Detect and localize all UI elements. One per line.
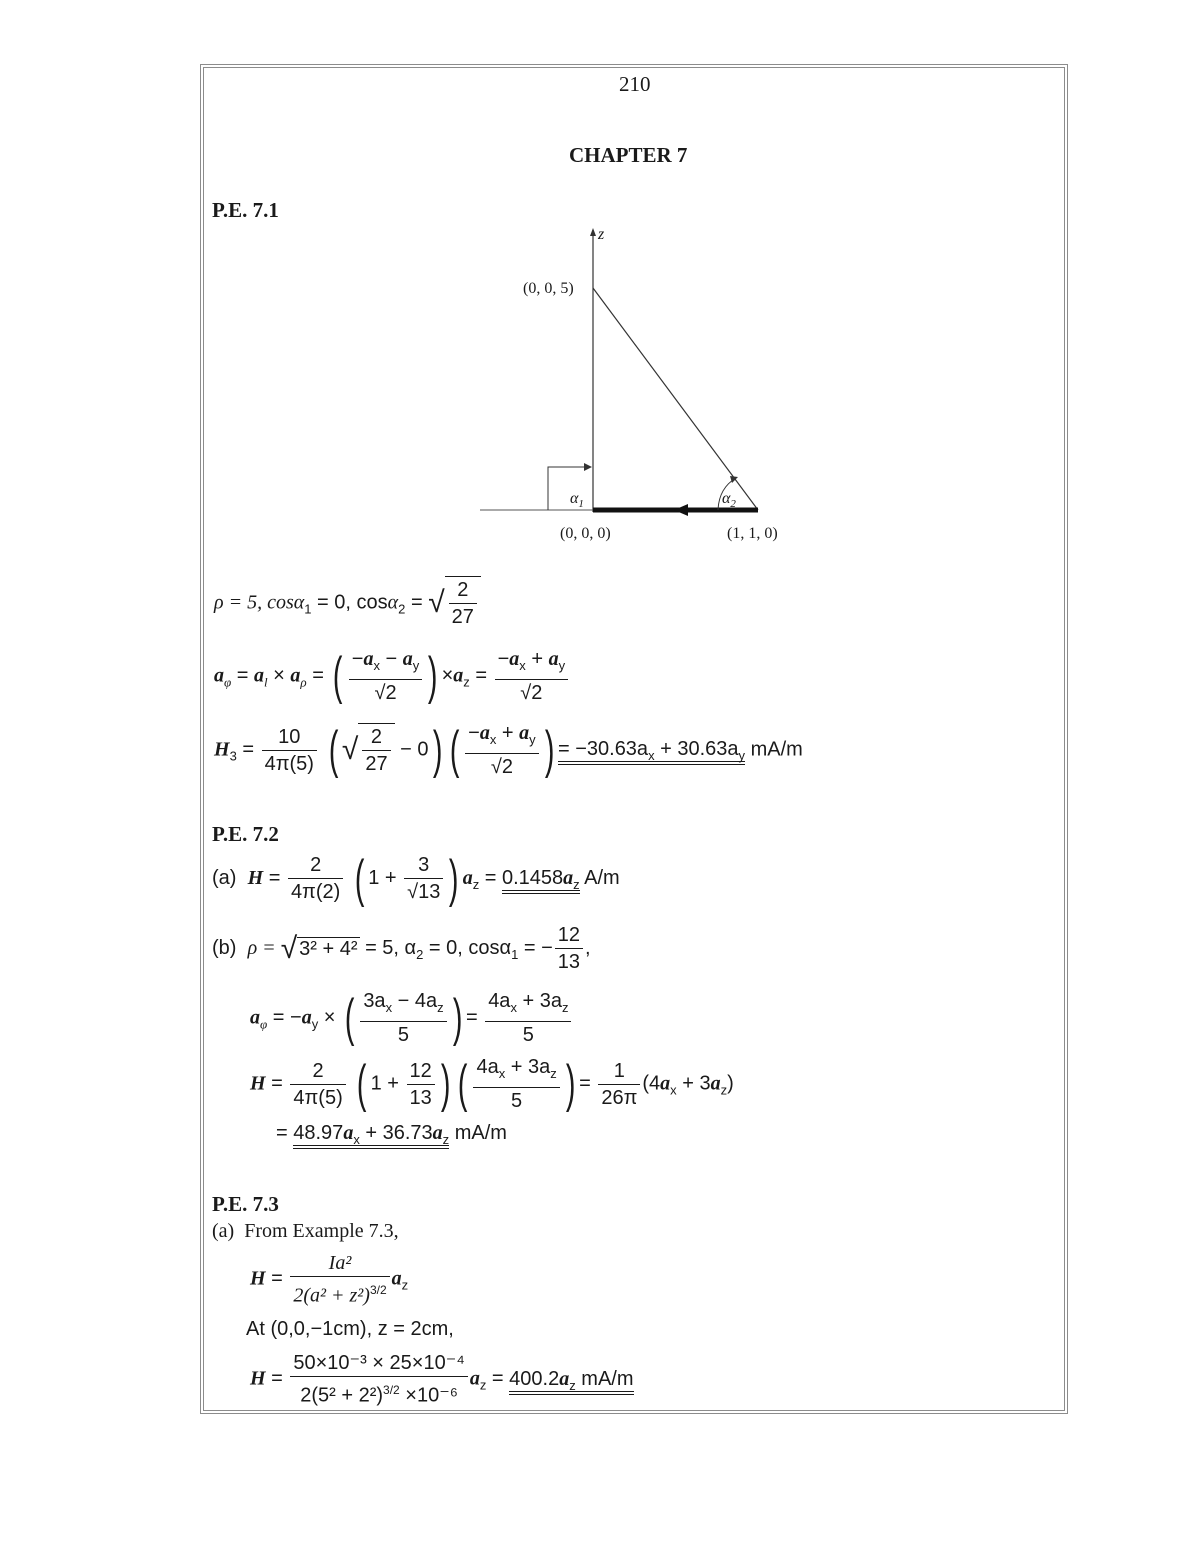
- equation-72a: (a) H = $\frac{2}{4\pi(2)}$ ( 1 + $\frac{3}{√13}$ ) $a_z = 0.1458a_z$ A/m: [212, 849, 620, 908]
- z-axis-label: z: [598, 226, 605, 243]
- section-heading-pe72: P.E. 7.2: [212, 822, 279, 846]
- point-label-end: (1, 1, 0): [727, 525, 778, 542]
- current-direction-arrow: [674, 504, 688, 516]
- point-label-top: (0, 0, 5): [523, 280, 574, 297]
- alpha1-arrowhead: [584, 463, 592, 471]
- section-heading-pe71: P.E. 7.1: [212, 198, 279, 222]
- point-label-origin: (0, 0, 0): [560, 525, 611, 542]
- alpha1-label: $\alpha_1$: [570, 490, 584, 511]
- equation-rho-cos: ρ = 5, cosα$_1$ = 0, cosα$_2$ = √ $\frac{2}{27}$: [214, 576, 481, 630]
- page-number: 210: [619, 72, 651, 96]
- equation-72b-aphi: $a_\varphi = -a_y$ × ( $\frac{3a_x - 4a_z}{5}$ ) = $\frac{4a_x + 3a_z}{5}$: [250, 988, 573, 1048]
- equation-73-h-formula: H = $\frac{\text{Ia²}}{2(a^2 + z^2)^{3/2}}$ $a_z$: [250, 1252, 409, 1307]
- equation-72b-rho: (b) ρ = √ 3² + 4² = 5, $\alpha_2 = 0$, cosα$_1$ = − $\frac{12}{13}$ ,: [212, 924, 591, 973]
- equation-72b-h: H = $\frac{2}{4\pi(5)}$ ( 1 + $\frac{12}{13}$ ) ( $\frac{4a_x + 3a_z}{5}$ ) = $\frac{1}{26\pi}$ $(4a_x + 3a_z)$: [250, 1055, 734, 1113]
- geometry-figure: [470, 222, 810, 552]
- equation-72b-result: = $48.97a_x + 36.73a_z$ mA/m: [276, 1122, 507, 1147]
- chapter-title: CHAPTER 7: [569, 143, 688, 167]
- section-heading-pe73: P.E. 7.3: [212, 1192, 279, 1216]
- text-from-example: (a) From Example 7.3,: [212, 1220, 399, 1242]
- text-at-point: At (0,0,−1cm), z = 2cm,: [246, 1318, 454, 1340]
- z-axis-arrowhead: [590, 228, 596, 236]
- equation-73-h-result: H = $\frac{\text{50×10⁻³ × 25×10⁻⁴}}{2(5^2 + 2^2)^{3/2} \times 10^{-6}}$ $a_z = 400.2a_z$ mA/m: [250, 1352, 634, 1407]
- alpha2-label: $\alpha_2$: [722, 490, 736, 511]
- equation-h3: $H_3$ = $\frac{10}{4\pi(5)}$ ( √ $\frac{2}{27}$ − 0) ( $\frac{-a_x + a_y}{√2}$ ) = $-30.63a_x + 30.63a_y$ mA/m: [214, 721, 803, 779]
- equation-a-phi: $a_\varphi = a_l \times a_\rho$ = ( $\frac{-a_x - a_y}{√2}$ ) $\times a_z$ = $\frac{-a_x + a_y}{√2}$: [214, 646, 570, 706]
